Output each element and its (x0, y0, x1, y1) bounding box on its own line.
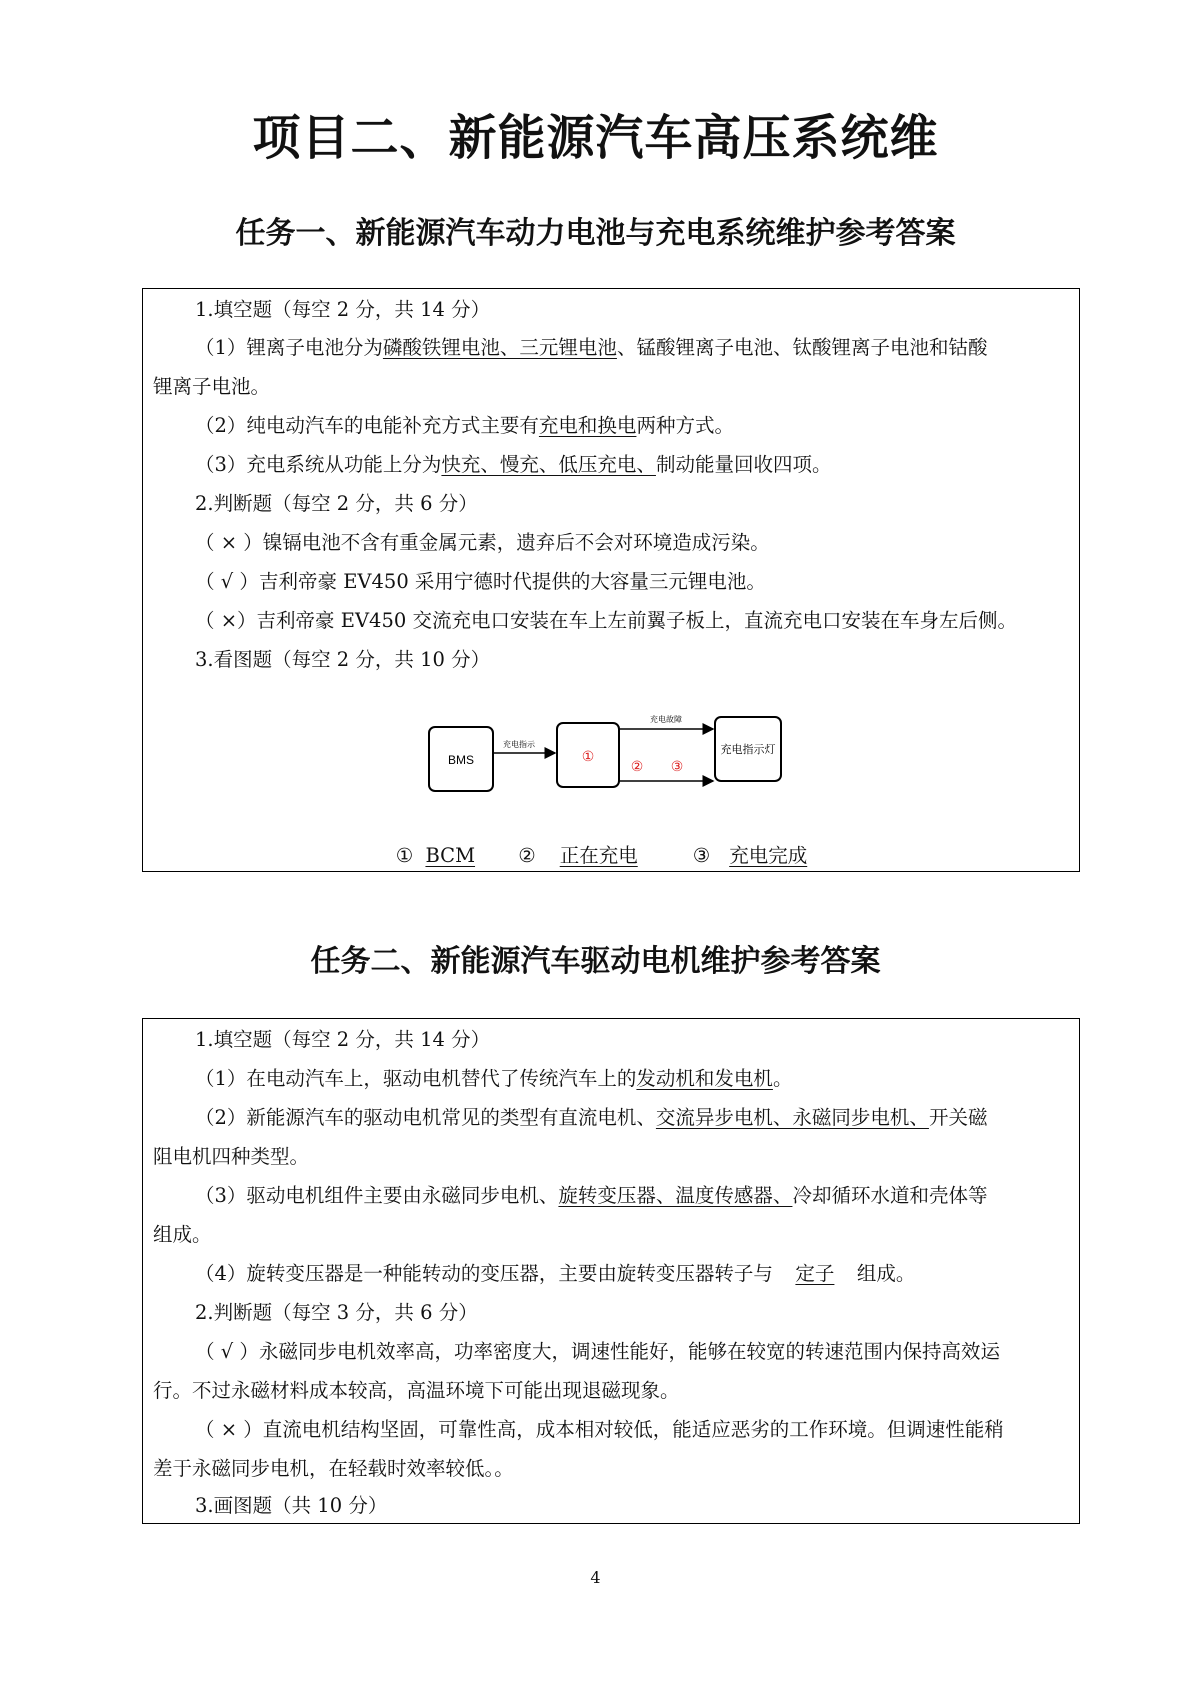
answer-1: BCM (425, 844, 476, 867)
judge-mark: （ × ） (195, 531, 263, 554)
task1-title: 任务一、新能源汽车动力电池与充电系统维护参考答案 (235, 216, 956, 251)
page-title: 项目二、新能源汽车高压系统维 (252, 110, 939, 166)
task2-q1-answer: 发动机和发电机 (636, 1067, 773, 1090)
task1-q1-answer: 磷酸铁锂电池、三元锂电池 (382, 336, 617, 359)
task2-q4: （4）旋转变压器是一种能转动的变压器，主要由旋转变压器转子与 定子 组成。 (195, 1262, 916, 1285)
task2-q3-answer: 旋转变压器、温度传感器、 (558, 1184, 793, 1207)
task1-q1-continuation: 锂离子电池。 (153, 375, 271, 398)
arrow-label-charging-fault: 充电故障 (650, 715, 682, 724)
task2-q3: （3）驱动电机组件主要由永磁同步电机、旋转变压器、温度传感器、冷却循环水道和壳体等 (195, 1184, 988, 1207)
task2-answer-box (142, 1018, 1080, 1524)
task2-q3-continuation: 组成。 (153, 1223, 212, 1246)
answer-2: 正在充电 (559, 844, 638, 867)
task1-q3-answer: 快充、慢充、低压充电、 (441, 453, 656, 476)
task2-q2-continuation: 阻电机四种类型。 (153, 1145, 310, 1168)
task2-q2: （2）新能源汽车的驱动电机常见的类型有直流电机、交流异步电机、永磁同步电机、开关磁 (195, 1106, 988, 1129)
task2-judge-heading: 2.判断题（每空 3 分，共 6 分） (195, 1301, 478, 1324)
task1-q1: （1）锂离子电池分为磷酸铁锂电池、三元锂电池、锰酸锂离子电池、钛酸锂离子电池和钴酸 (195, 336, 988, 359)
charging-indicator-diagram (423, 709, 803, 799)
task2-q2-answer: 交流异步电机、永磁同步电机、 (655, 1106, 929, 1129)
task1-picture-answers: ① BCM ② 正在充电 ③ 充电完成 (143, 843, 1079, 869)
answer-3: 充电完成 (729, 844, 808, 867)
task2-judge-2: （ × ）直流电机结构坚固，可靠性高，成本相对较低，能适应恶劣的工作环境。但调速性能稍 (195, 1418, 1004, 1441)
judge-mark: （ ×） (195, 609, 257, 632)
diagram-mark-2: ② (630, 759, 644, 775)
task2-fill-heading: 1.填空题（每空 2 分，共 14 分） (195, 1028, 491, 1051)
task1-judge-3: （ ×）吉利帝豪 EV450 交流充电口安装在车上左前翼子板上，直流充电口安装在车身左后侧。 (195, 609, 1017, 632)
task2-draw-heading: 3.画图题（共 10 分） (195, 1494, 388, 1517)
task1-q3: （3）充电系统从功能上分为快充、慢充、低压充电、制动能量回收四项。 (195, 453, 832, 476)
diagram-mark-1: ① (581, 749, 595, 765)
task2-q1: （1）在电动汽车上，驱动电机替代了传统汽车上的发动机和发电机。 (195, 1067, 793, 1090)
task2-q4-answer: 定子 (795, 1262, 835, 1285)
judge-mark: （ √ ） (195, 570, 259, 593)
task1-fill-heading: 1.填空题（每空 2 分，共 14 分） (195, 298, 491, 321)
task1-picture-heading: 3.看图题（每空 2 分，共 10 分） (195, 648, 491, 671)
bms-label: BMS (447, 753, 475, 767)
task2-judge-1-continuation: 行。不过永磁材料成本较高，高温环境下可能出现退磁现象。 (153, 1379, 680, 1402)
task2-judge-1: （ √ ）永磁同步电机效率高，功率密度大，调速性能好，能够在较宽的转速范围内保持高效运 (195, 1340, 1001, 1363)
task1-answer-box (142, 288, 1080, 872)
diagram-mark-3: ③ (670, 759, 684, 775)
page-number: 4 (590, 1568, 601, 1587)
task2-judge-2-continuation: 差于永磁同步电机，在轻载时效率较低。。 (153, 1457, 514, 1480)
task1-q2: （2）纯电动汽车的电能补充方式主要有充电和换电两种方式。 (195, 414, 734, 437)
task1-judge-1: （ × ）镍镉电池不含有重金属元素，遗弃后不会对环境造成污染。 (195, 531, 770, 554)
task1-q2-answer: 充电和换电 (538, 414, 637, 437)
judge-mark: （ × ） (195, 1418, 263, 1441)
task2-title: 任务二、新能源汽车驱动电机维护参考答案 (310, 944, 881, 979)
arrow-label-charging-indicator: 充电指示 (503, 740, 535, 749)
task1-judge-heading: 2.判断题（每空 2 分，共 6 分） (195, 492, 478, 515)
indicator-lamp-label: 充电指示灯 (720, 744, 776, 756)
task1-judge-2: （ √ ）吉利帝豪 EV450 采用宁德时代提供的大容量三元锂电池。 (195, 570, 766, 593)
judge-mark: （ √ ） (195, 1340, 259, 1363)
